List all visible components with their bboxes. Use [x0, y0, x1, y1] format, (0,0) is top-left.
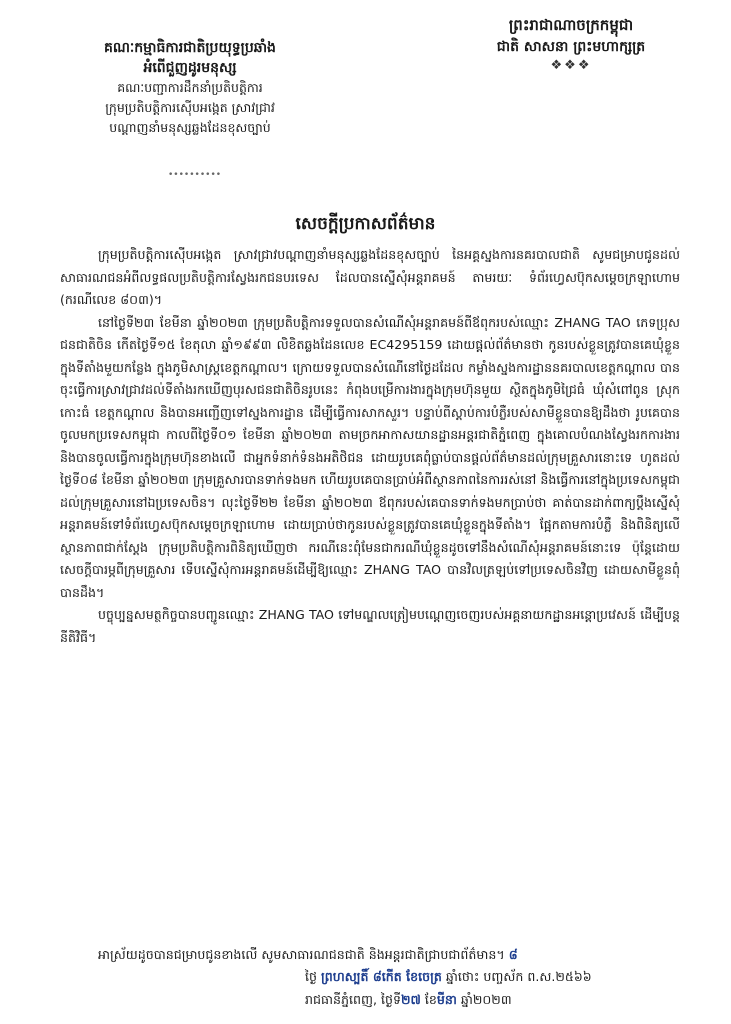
- kingdom-name: ព្រះរាជាណាចក្រកម្ពុជា: [508, 16, 634, 34]
- closing-statement: [60, 944, 680, 967]
- document-title: សេចក្ដីប្រកាសព័ត៌មាន: [295, 214, 436, 234]
- solar-day: ២៧: [400, 991, 421, 1007]
- handwritten-mark: ៨: [508, 947, 518, 962]
- task-force-scope: បណ្ដាញនាំមនុស្សឆ្លងដែនខុសច្បាប់: [109, 120, 271, 135]
- kingdom-header: [471, 14, 671, 73]
- ministry-name-line1: គណៈកម្មាធិការជាតិប្រយុទ្ធប្រឆាំង: [104, 40, 276, 56]
- solar-month-prefix: ខែ: [424, 991, 437, 1007]
- closing-text: អាស្រ័យដូចបានជម្រាបជូនខាងលើ សូមសាធារណជនជាតិ និងអន្តរជាតិជ្រាបជាព័ត៌មាន។: [98, 947, 505, 962]
- lunar-date-handwritten: ព្រហស្បតិ៍ ៨កើត ខែចេត្រ: [321, 969, 442, 984]
- national-motto: ជាតិ សាសនា ព្រះមហាក្សត្រ: [496, 39, 646, 55]
- date-block: [305, 966, 685, 1011]
- command-name: គណៈបញ្ជាការដឹកនាំប្រតិបត្តិការ: [117, 80, 263, 95]
- ornament-icon: ❖❖❖: [550, 58, 592, 73]
- paragraph-details: នៅថ្ងៃទី២៣ ខែមីនា ឆ្នាំ២០២៣ ក្រុមប្រតិបត្តិការទទួលបានសំណើសុំអន្តរាគមន៍ពីឪពុករបស់ឈ្មោះ ZHANG TAO ភេទប្រុស ជនជាតិចិន កើតថ្ងៃទី១៥ ខែតុលា ឆ្នាំ១៩៩៣ លិខិតឆ្លងដែនលេខ EC4295159 ដោយផ្ដល់ព័ត៌មានថា កូនរបស់ខ្លួនត្រូវបានគេឃុំខ្លួនក្នុងទីតាំងមួយកន្លែង ក្នុងភូមិសាស្ត្រខេត្តកណ្ដាល។ ក្រោយទទួលបានសំណើនៅថ្ងៃដដែល កម្លាំងស្នងការដ្ឋាននគរបាលខេត្តកណ្ដាល បានចុះធ្វើការស្រាវជ្រាវដល់ទីតាំងរកឃើញបុរសជនជាតិចិនរូបនេះ កំពុងបម្រើការងារក្នុងក្រុមហ៊ុនមួយ ស្ថិតក្នុងភូមិជ្រៃធំ ឃុំសំពៅពូន ស្រុកកោះធំ ខេត្តកណ្ដាល និងបានអញ្ជើញទៅស្នងការដ្ឋាន ដើម្បីធ្វើការសាកសួរ។ បន្ទាប់ពីស្ដាប់ការបំភ្លឺរបស់សាមីខ្លួនបានឱ្យដឹងថា រូបគេបានចូលមកប្រទេសកម្ពុជា កាលពីថ្ងៃទី០១ ខែមីនា ឆ្នាំ២០២៣ តាមច្រកអាកាសយានដ្ឋានអន្តរជាតិភ្នំពេញ ក្នុងគោលបំណងស្វែងរកការងារ និងបានចូលធ្វើការក្នុងក្រុមហ៊ុនខាងលើ ជាអ្នកទំនាក់ទំនងអតិថិជន ដោយរូបគេពុំធ្លាប់បានផ្ដល់ព័ត៌មានដល់ក្រុមគ្រួសារនោះទេ ហូតដល់ថ្ងៃទី០៨ ខែមីនា ឆ្នាំ២០២៣ ក្រុមគ្រួសារបានទាក់ទងមក ហើយរូបគេបានប្រាប់អំពីស្ថានភាពនៃការរស់នៅ និងធ្វើការនៅក្នុងប្រទេសកម្ពុជាដល់ក្រុមគ្រួសារនៅឯប្រទេសចិន។ លុះថ្ងៃទី២២ ខែមីនា ឆ្នាំ២០២៣ ឪពុករបស់គេបានទាក់ទងមកប្រាប់ថា គាត់បានដាក់ពាក្យប្ដឹងស្នើសុំអន្តរាគមន៍ទៅទំព័រហ្វេសប៊ុកសម្ដេចក្រឡាហោម ដោយប្រាប់ថាកូនរបស់ខ្លួនត្រូវបានគេឃុំខ្លួនក្នុងទីតាំង។ ផ្អែកតាមការបំភ្លឺ និងពិនិត្យលើស្ថានភាពជាក់ស្ដែង ក្រុមប្រតិបត្តិការពិនិត្យឃើញថា ករណីនេះពុំមែនជាករណីឃុំខ្លួនដូចទៅនឹងសំណើសុំអន្តរាគមន៍នោះទេ ប៉ុន្តែដោយសេចក្ដីបារម្ភពីក្រុមគ្រួសារ ទើបស្នើសុំការអន្តរាគមន៍ដើម្បីឱ្យឈ្មោះ ZHANG TAO បានវិលត្រឡប់ទៅប្រទេសចិនវិញ ដោយសាមីខ្លួនពុំបានដឹង។: [60, 314, 680, 600]
- solar-date: [305, 989, 685, 1012]
- solar-month: មីនា: [436, 991, 457, 1007]
- lunar-date: [305, 966, 685, 989]
- solar-year: ឆ្នាំ២០២៣: [460, 991, 512, 1007]
- task-force-name: ក្រុមប្រតិបត្តិការស៊ើបអង្កេត ស្រាវជ្រាវ: [105, 100, 275, 115]
- paragraph-intro: ក្រុមប្រតិបត្តិការស៊ើបអង្កេត ស្រាវជ្រាវបណ្ដាញនាំមនុស្សឆ្លងដែនខុសច្បាប់ នៃអគ្គស្នងការនគរបាលជាតិ សូមជម្រាបជូនដល់សាធារណជនអំពីលទ្ធផលប្រតិបត្តិការស្វែងរកជនបរទេស ដែលបានស្នើសុំអន្តរាគមន៍ តាមរយៈ ទំព័រហ្វេសប៊ុកសម្ដេចក្រឡាហោម (ករណីលេខ ៨០៣)។: [60, 247, 680, 307]
- document-body: [60, 244, 680, 649]
- issuing-authority-block: [40, 38, 340, 138]
- paragraph-current-status: បច្ចុប្បន្នសមត្ថកិច្ចបានបញ្ជូនឈ្មោះ ZHANG TAO ទៅមណ្ឌលត្រៀមបណ្ដេញចេញរបស់អគ្គនាយកដ្ឋានអន្តោប្រវេសន៍ ដើម្បីបន្តនីតិវិធី។: [60, 607, 680, 645]
- lunar-date-suffix: ឆ្នាំថោះ បញ្ចស័ក ព.ស.២៥៦៦: [445, 969, 592, 984]
- header-divider: ••••••••••: [168, 170, 222, 180]
- lunar-date-prefix: ថ្ងៃ: [305, 969, 317, 984]
- ministry-name-line2: អំពើជួញដូរមនុស្ស: [143, 60, 237, 76]
- solar-date-prefix: រាជធានីភ្នំពេញ, ថ្ងៃទី: [305, 991, 401, 1007]
